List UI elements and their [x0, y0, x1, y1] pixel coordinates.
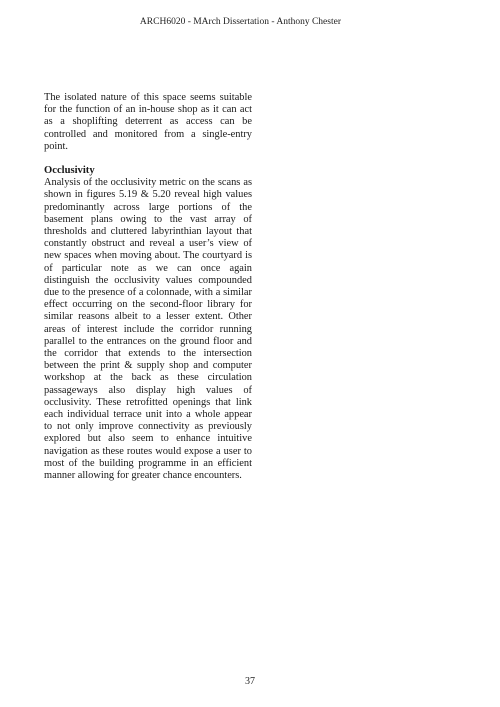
body-paragraph: The isolated nature of this space seems suitable for the function of an in-house shop as it can act as a shoplifting deterrent as access can be controlled and monitored from a single-entry point. — [44, 92, 252, 152]
page-number: 37 — [245, 676, 255, 687]
section-heading: Occlusivity — [44, 165, 95, 176]
occlusivity-section — [44, 165, 252, 482]
running-header: ARCH6020 - MArch Dissertation - Anthony Chester — [139, 17, 341, 27]
body-paragraph: Analysis of the occlusivity metric on the scans as shown in figures 5.19 & 5.20 reveal high values predominantly across large portions of the basement plans owing to the vast array of thresholds and cluttered labyrinthian layout that constantly obstruct and reveal a user’s view of new spaces when moving about. The courtyard is of particular note as we can once again distinguish the occlusivity values compounded due to the presence of a colonnade, with a similar effect occurring on the second-floor library for similar reasons albeit to a lesser extent. Other areas of interest include the corridor running parallel to the entrances on the ground floor and the corridor that extends to the intersection between the print & supply shop and computer workshop at the back as these circulation passageways also display high values of occlusivity. These retrofitted openings that link each individual terrace unit into a whole appear to not only improve connectivity as previously explored but also seem to enhance intuitive navigation as these routes would expose a user to most of the building programme in an efficient manner allowing for greater chance encounters. — [44, 177, 252, 482]
intro-paragraph-block — [44, 92, 252, 153]
